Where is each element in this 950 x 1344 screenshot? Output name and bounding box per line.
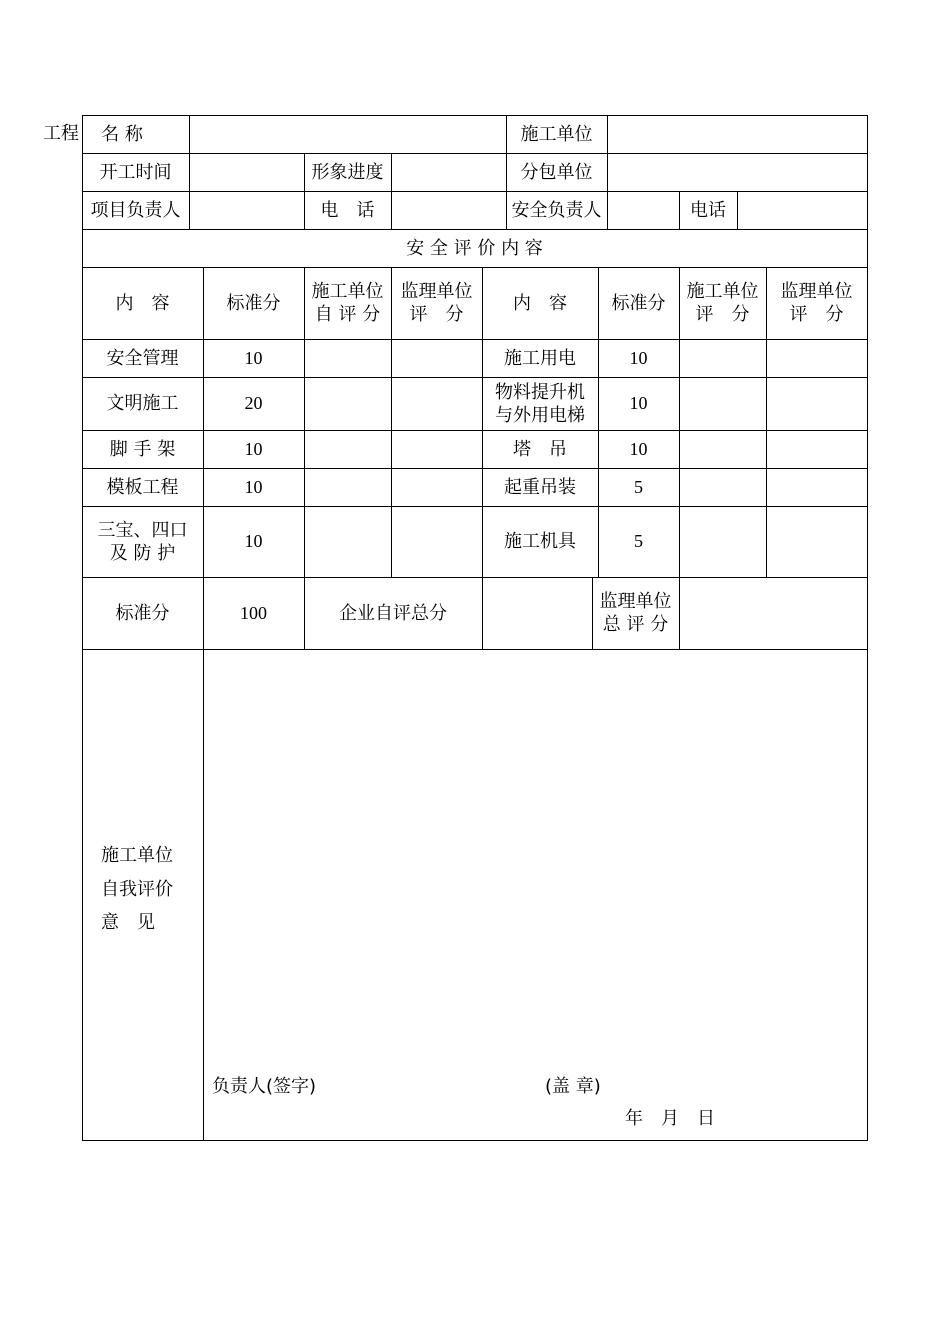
row-contractor-input-left[interactable]	[305, 378, 391, 430]
row-score-right: 5	[634, 476, 643, 497]
row-supervisor-input-left[interactable]	[392, 431, 482, 468]
date-label: 年 月 日	[625, 1108, 715, 1129]
row-score-right: 10	[629, 393, 648, 413]
row-item-right: 塔 吊	[513, 438, 567, 460]
phone-field[interactable]	[392, 192, 506, 229]
row-supervisor-input-right[interactable]	[767, 378, 867, 430]
row-contractor-input-right[interactable]	[680, 340, 766, 377]
project-prefix: 工程	[43, 123, 79, 144]
section-title: 安 全 评 价 内 容	[406, 237, 543, 259]
row-supervisor-input-left[interactable]	[392, 469, 482, 506]
col-header-content: 内 容	[115, 292, 170, 314]
progress-field[interactable]	[392, 154, 506, 191]
project-manager-label: 项目负责人	[90, 199, 181, 221]
row-supervisor-input-left[interactable]	[392, 378, 482, 430]
opinion-label-line3: 意 见	[101, 912, 155, 933]
supervisor-total-label: 监理单位 总 评 分	[599, 591, 672, 635]
phone-label-2: 电话	[690, 199, 726, 221]
col-header-standard-score: 标准分	[226, 292, 281, 314]
self-total-label: 企业自评总分	[339, 602, 447, 624]
start-time-label: 开工时间	[99, 161, 172, 183]
phone-field-2[interactable]	[738, 192, 867, 229]
self-total-field[interactable]	[483, 578, 592, 649]
row-item-left: 脚 手 架	[109, 438, 176, 460]
row-score-left: 10	[244, 438, 263, 459]
row-score-left: 10	[244, 347, 263, 368]
grid-line	[82, 1140, 868, 1141]
row-item-left: 模板工程	[106, 476, 179, 498]
col-header-supervisor-score-2: 监理单位 评 分	[780, 281, 853, 325]
row-contractor-input-right[interactable]	[680, 431, 766, 468]
subcontractor-label: 分包单位	[520, 161, 593, 183]
row-score-left: 10	[244, 476, 263, 497]
total-standard-value: 100	[240, 602, 267, 623]
row-supervisor-input-right[interactable]	[767, 340, 867, 377]
row-contractor-input-right[interactable]	[680, 469, 766, 506]
row-score-right: 10	[629, 347, 648, 368]
row-item-right: 起重吊装	[504, 476, 576, 498]
col-header-contractor-score: 施工单位 自 评 分	[311, 281, 384, 325]
row-supervisor-input-left[interactable]	[392, 340, 482, 377]
row-item-right: 施工机具	[504, 531, 576, 552]
progress-label: 形象进度	[311, 161, 384, 183]
contractor-field[interactable]	[608, 116, 867, 153]
signer-label: 负责人(签字)	[212, 1076, 317, 1097]
contractor-label: 施工单位	[520, 123, 593, 145]
phone-label: 电 话	[320, 199, 375, 221]
row-item-left: 安全管理	[106, 347, 179, 369]
row-score-right: 5	[634, 531, 643, 551]
opinion-text-area[interactable]	[204, 650, 867, 1060]
row-contractor-input-left[interactable]	[305, 507, 391, 577]
row-contractor-input-left[interactable]	[305, 340, 391, 377]
total-standard-label: 标准分	[115, 602, 170, 624]
row-supervisor-input-right[interactable]	[767, 469, 867, 506]
row-contractor-input-right[interactable]	[680, 507, 766, 577]
grid-line	[867, 115, 868, 1141]
row-item-left: 文明施工	[106, 393, 179, 414]
row-contractor-input-right[interactable]	[680, 378, 766, 430]
row-item-right: 物料提升机 与外用电梯	[495, 381, 585, 426]
row-supervisor-input-right[interactable]	[767, 431, 867, 468]
row-contractor-input-left[interactable]	[305, 431, 391, 468]
row-score-right: 10	[629, 438, 648, 459]
project-name-label: 名 称	[101, 123, 143, 145]
row-score-left: 10	[244, 531, 263, 551]
supervisor-total-field[interactable]	[680, 578, 867, 649]
col-header-standard-score-2: 标准分	[611, 292, 666, 314]
col-header-contractor-score-2: 施工单位 评 分	[686, 281, 759, 325]
project-name-field[interactable]	[190, 116, 506, 153]
row-contractor-input-left[interactable]	[305, 469, 391, 506]
opinion-label-line1: 施工单位	[101, 845, 173, 866]
opinion-label-line2: 自我评价	[101, 879, 173, 900]
row-item-right: 施工用电	[504, 347, 576, 369]
col-header-supervisor-score: 监理单位 评 分	[400, 281, 473, 325]
safety-manager-field[interactable]	[608, 192, 679, 229]
col-header-content-2: 内 容	[513, 292, 567, 314]
seal-label: (盖 章)	[545, 1076, 601, 1097]
project-manager-field[interactable]	[190, 192, 304, 229]
row-supervisor-input-left[interactable]	[392, 507, 482, 577]
row-supervisor-input-right[interactable]	[767, 507, 867, 577]
safety-manager-label: 安全负责人	[511, 199, 602, 221]
subcontractor-field[interactable]	[608, 154, 867, 191]
row-item-left: 三宝、四口 及 防 护	[97, 519, 188, 564]
row-score-left: 20	[244, 393, 263, 413]
start-time-field[interactable]	[190, 154, 304, 191]
